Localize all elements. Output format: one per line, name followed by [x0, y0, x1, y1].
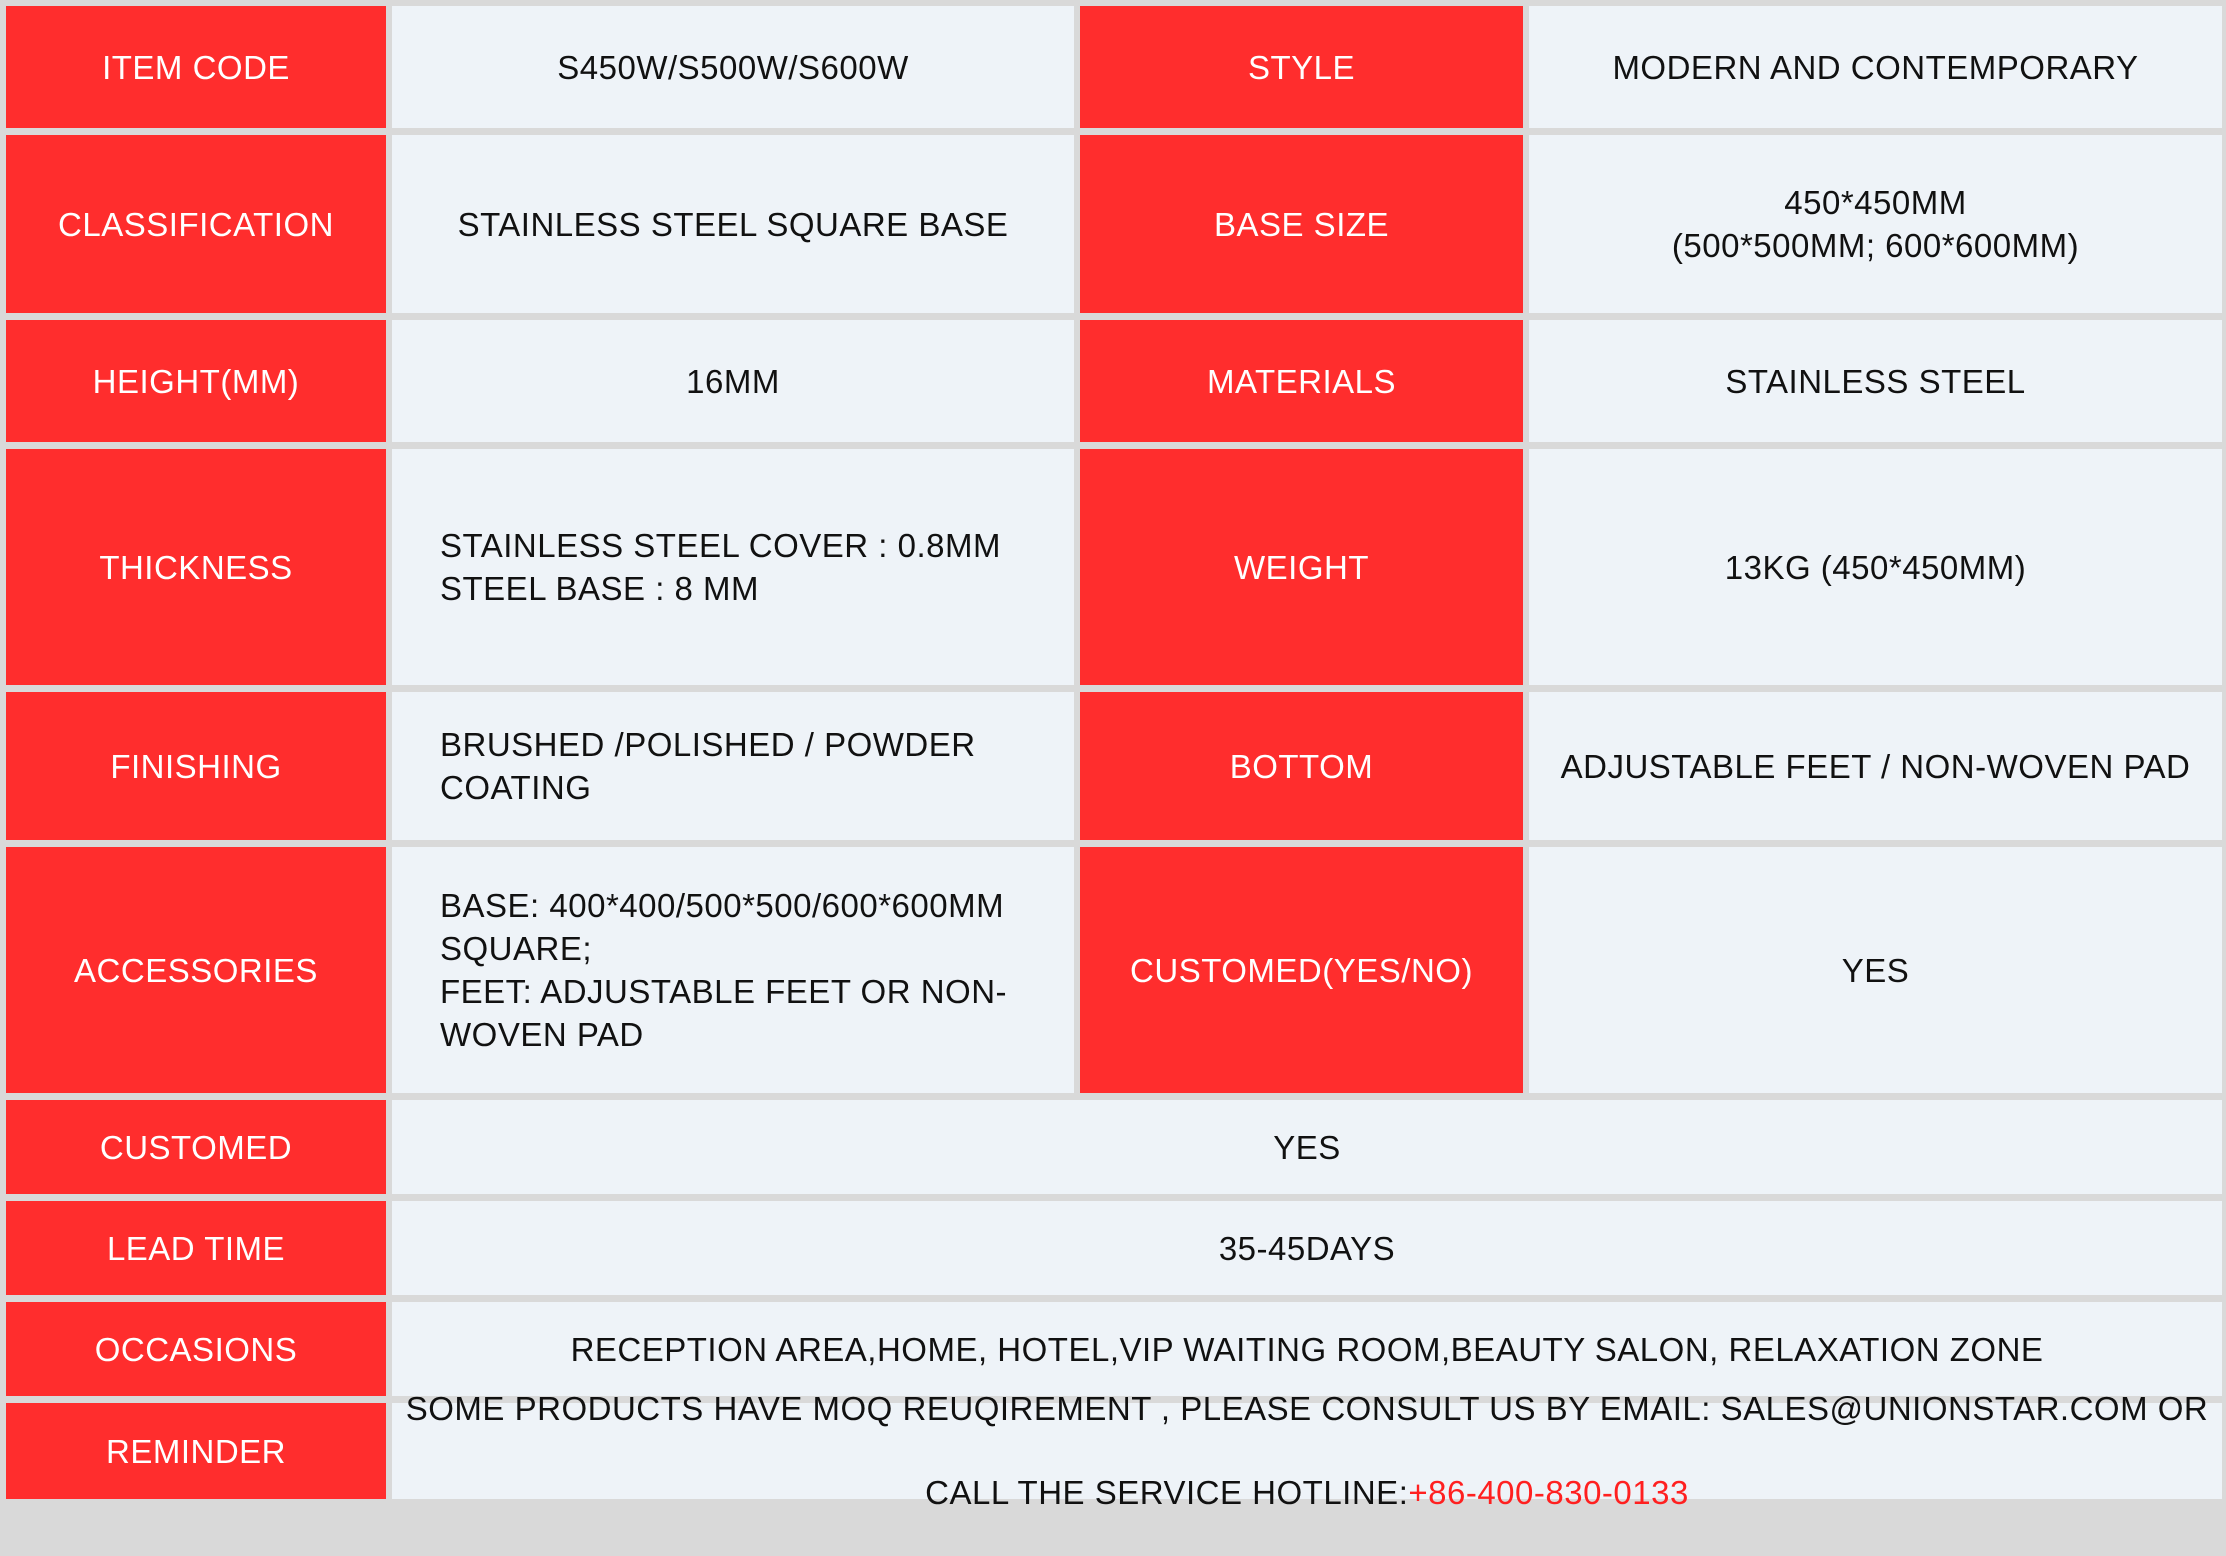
- value-style: MODERN AND CONTEMPORARY: [1529, 6, 2222, 128]
- value-customed: YES: [392, 1100, 2222, 1194]
- label-weight: WEIGHT: [1080, 449, 1523, 685]
- value-thickness: STAINLESS STEEL COVER : 0.8MM STEEL BASE : 8 MM: [392, 449, 1074, 685]
- value-base-size: 450*450MM (500*500MM; 600*600MM): [1529, 135, 2222, 313]
- label-accessories: ACCESSORIES: [6, 847, 386, 1093]
- reminder-hotline-label: CALL THE SERVICE HOTLINE:: [925, 1474, 1409, 1511]
- label-bottom: BOTTOM: [1080, 692, 1523, 840]
- value-classification: STAINLESS STEEL SQUARE BASE: [392, 135, 1074, 313]
- value-accessories: BASE: 400*400/500*500/600*600MM SQUARE; FEET: ADJUSTABLE FEET OR NON- WOVEN PAD: [392, 847, 1074, 1093]
- value-item-code: S450W/S500W/S600W: [392, 6, 1074, 128]
- value-reminder: [392, 1390, 2222, 1511]
- value-customed-yes-no: YES: [1529, 847, 2222, 1093]
- reminder-line-1: SOME PRODUCTS HAVE MOQ REUQIREMENT , PLEASE CONSULT US BY EMAIL: SALES@UNIONSTAR.COM OR: [405, 1390, 2209, 1427]
- label-classification: CLASSIFICATION: [6, 135, 386, 313]
- value-materials: STAINLESS STEEL: [1529, 320, 2222, 442]
- label-item-code: ITEM CODE: [6, 6, 386, 128]
- label-reminder: REMINDER: [6, 1403, 386, 1499]
- label-height: HEIGHT(MM): [6, 320, 386, 442]
- label-occasions: OCCASIONS: [6, 1302, 386, 1396]
- value-bottom: ADJUSTABLE FEET / NON-WOVEN PAD: [1529, 692, 2222, 840]
- reminder-text: [406, 1346, 2209, 1556]
- label-materials: MATERIALS: [1080, 320, 1523, 442]
- label-base-size: BASE SIZE: [1080, 135, 1523, 313]
- value-finishing: BRUSHED /POLISHED / POWDER COATING: [392, 692, 1074, 840]
- label-finishing: FINISHING: [6, 692, 386, 840]
- value-height: 16MM: [392, 320, 1074, 442]
- label-customed-yes-no: CUSTOMED(YES/NO): [1080, 847, 1523, 1093]
- label-customed: CUSTOMED: [6, 1100, 386, 1194]
- value-lead-time: 35-45DAYS: [392, 1201, 2222, 1295]
- hotline-number[interactable]: +86-400-830-0133: [1408, 1474, 1689, 1511]
- label-thickness: THICKNESS: [6, 449, 386, 685]
- reminder-line-2: [406, 1472, 2209, 1514]
- value-weight: 13KG (450*450MM): [1529, 449, 2222, 685]
- value-occasions: RECEPTION AREA,HOME, HOTEL,VIP WAITING ROOM,BEAUTY SALON, RELAXATION ZONE: [392, 1302, 2222, 1396]
- label-lead-time: LEAD TIME: [6, 1201, 386, 1295]
- label-style: STYLE: [1080, 6, 1523, 128]
